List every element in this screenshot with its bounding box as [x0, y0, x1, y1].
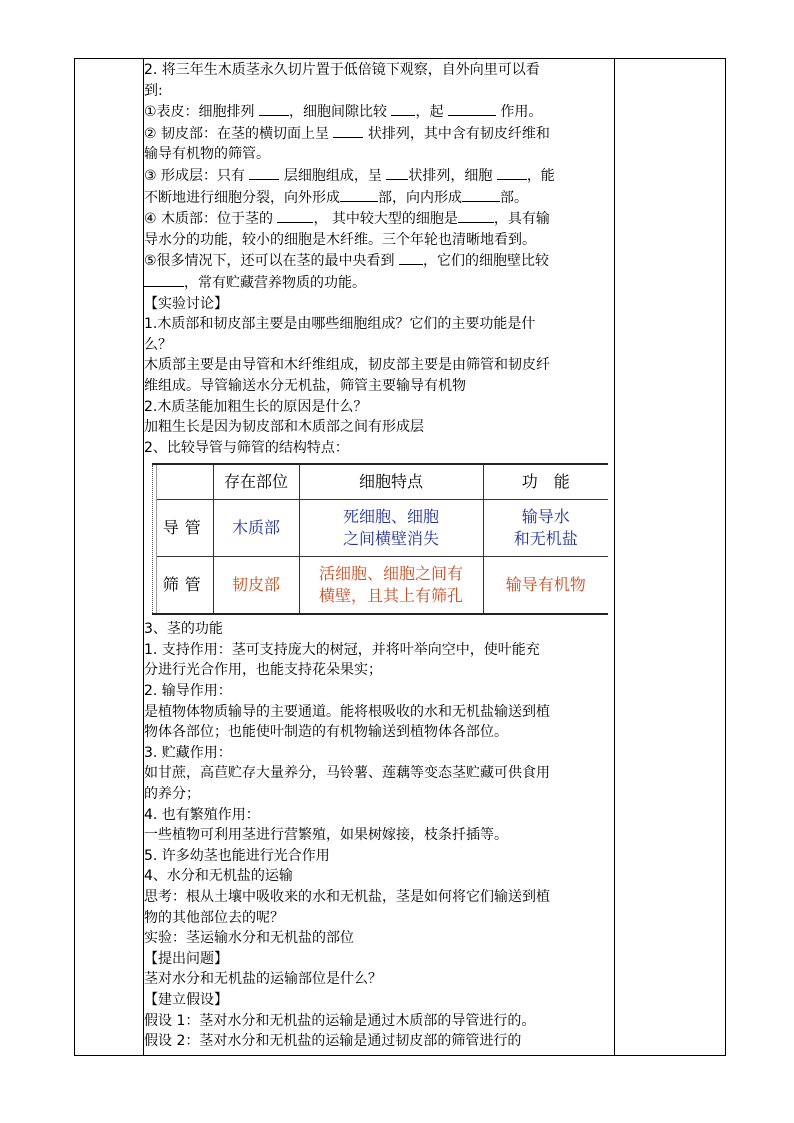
answer-1-line1: 木质部主要是由导管和木纤维组成，韧皮部主要是由筛管和韧皮纤 [144, 357, 550, 374]
propagation-line1: 一些植物可利用茎进行营繁殖，如果树嫁接，枝条扦插等。 [144, 827, 508, 844]
blank-field[interactable] [391, 101, 415, 116]
table-row [157, 500, 608, 557]
xylem-line2: 导水分的功能，较小的细胞是木纤维。三个年轮也清晰地看到。 [144, 231, 536, 248]
compare-prompt: 2、比较导管与筛管的结构特点： [144, 439, 349, 456]
blank-field[interactable] [144, 272, 184, 287]
blank-field[interactable] [259, 101, 289, 116]
blank-field[interactable] [277, 208, 313, 223]
storage-line2: 的养分； [144, 786, 200, 803]
phloem-line2: 输导有机物的筛管。 [144, 146, 270, 163]
stem-functions-section [144, 619, 614, 866]
hypothesis-heading: 【建立假设】 [144, 991, 228, 1008]
row-label-sieve: 筛管 [162, 575, 207, 595]
support-line2: 分进行光合作用，也能支持花朵果实； [144, 662, 382, 679]
transport-line1: 是植物体物质输导的主要通道。能将根吸收的水和无机盐输送到植 [144, 703, 550, 720]
answer-1-line2: 维组成。导管输送水分无机盐，筛管主要输导有机物 [144, 377, 466, 394]
blank-field[interactable] [249, 165, 279, 180]
transport-section [144, 866, 614, 1051]
blank-field[interactable] [497, 165, 527, 180]
pith-line1: ⑤很多情况下，还可以在茎的最中央看到 ，它们的细胞壁比较 [144, 250, 614, 272]
sieve-function: 输导有机物 [483, 557, 608, 614]
header-location: 存在部位 [213, 465, 299, 500]
sieve-location: 韧皮部 [213, 557, 299, 614]
step2-section [144, 60, 614, 294]
storage-line1: 如甘蔗，高苣贮存大量养分，马铃薯、莲藕等变态茎贮藏可供食用 [144, 765, 550, 782]
think-line2: 物的其他部位去的呢？ [144, 909, 284, 926]
step2-intro-line2: 到: [144, 82, 163, 99]
functions-heading: 3、茎的功能 [144, 621, 223, 638]
hypothesis-1: 假设 1：茎对水分和无机盐的运输是通过木质部的导管进行的。 [144, 1012, 536, 1029]
blank-field[interactable] [386, 165, 408, 180]
support-line1: 1. 支持作用：茎可支持庞大的树冠，并将叶举向空中，使叶能充 [144, 641, 540, 658]
question-2: 2.木质茎能加粗生长的原因是什么？ [144, 398, 368, 415]
propagation-title: 4. 也有繁殖作用： [144, 806, 260, 823]
header-cell-empty [157, 465, 213, 500]
table-divider-right [614, 59, 615, 1055]
blank-field[interactable] [333, 123, 363, 138]
think-line1: 思考：根从土壤中吸收来的水和无机盐，茎是如何将它们输送到植 [144, 889, 550, 905]
blank-field[interactable] [399, 250, 423, 265]
experiment-line: 实验：茎运输水分和无机盐的部位 [144, 930, 354, 947]
question-heading: 【提出问题】 [144, 950, 228, 967]
photosynthesis-line: 5. 许多幼茎也能进行光合作用 [144, 847, 330, 864]
step2-intro-line1: 2. 将三年生木质茎永久切片置于低倍镜下观察，自外向里可以看 [144, 62, 540, 78]
question-1-line2: 么？ [144, 336, 172, 353]
question-1-line1: 1.木质部和韧皮部主要是由哪些细胞组成？它们的主要功能是什 [144, 316, 536, 333]
answer-2: 加粗生长是因为韧皮部和木质部之间有形成层 [144, 419, 424, 436]
vessel-location: 木质部 [213, 500, 299, 557]
header-cell-feature: 细胞特点 [299, 465, 483, 500]
transport-line2: 物体各部位；也能使叶制造的有机物输送到植物体各部位。 [144, 724, 508, 741]
vessel-feature: 死细胞、细胞 之间横壁消失 [299, 500, 483, 557]
blank-field[interactable] [458, 208, 494, 223]
epidermis-line: ①表皮：细胞排列 ，细胞间隙比较 ，起 作用。 [144, 101, 614, 123]
table-row [157, 557, 608, 614]
blank-field[interactable] [462, 187, 500, 202]
blank-field[interactable] [448, 101, 496, 116]
storage-title: 3. 贮藏作用： [144, 744, 232, 761]
discussion-heading: 【实验讨论】 [144, 295, 228, 312]
question-line: 茎对水分和无机盐的运输部位是什么？ [144, 971, 382, 988]
blank-field[interactable] [340, 187, 378, 202]
phloem-line1: ② 韧皮部：在茎的横切面上呈 状排列，其中含有韧皮纤维和 [144, 123, 614, 145]
discussion-section [144, 294, 614, 459]
transport-heading: 4、水分和无机盐的运输 [144, 868, 293, 885]
header-function: 功 能 [483, 465, 608, 500]
cambium-line2: 不断地进行细胞分裂，向外形成 部，向内形成 部。 [144, 187, 614, 209]
vessel-sieve-comparison-table [152, 463, 608, 615]
row-label-vessel: 导管 [157, 500, 213, 557]
main-column [144, 60, 614, 1052]
xylem-line1: ④ 木质部：位于茎的 ， 其中较大型的细胞是 ，具有输 [144, 208, 614, 230]
hypothesis-2: 假设 2：茎对水分和无机盐的运输是通过韧皮部的筛管进行的 [144, 1033, 522, 1050]
sieve-feature: 活细胞、细胞之间有 横壁，且其上有筛孔 [299, 557, 483, 614]
cambium-line1: ③ 形成层：只有 层细胞组成，呈 状排列，细胞 ，能 [144, 165, 614, 187]
vessel-function: 输导水 和无机盐 [483, 500, 608, 557]
pith-line2: ，常有贮藏营养物质的功能。 [144, 272, 614, 294]
transport-title: 2. 输导作用： [144, 683, 232, 700]
